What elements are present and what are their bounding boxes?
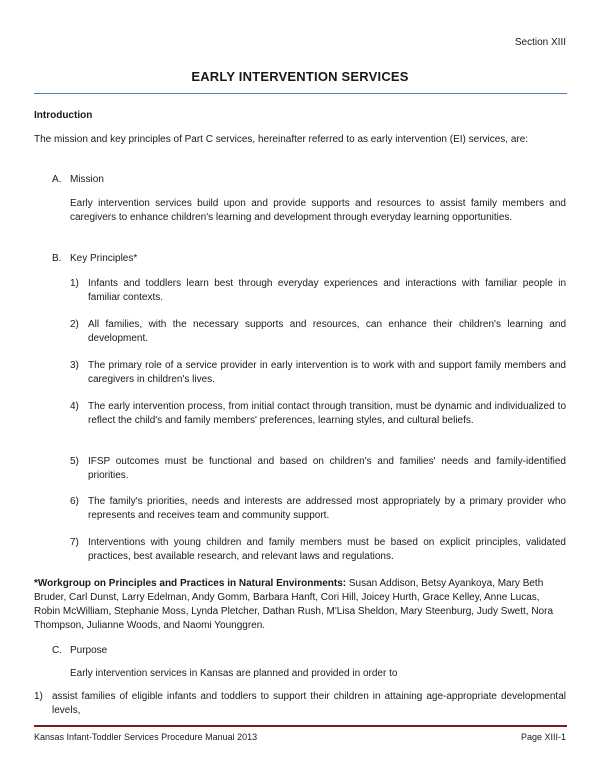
principle-text: IFSP outcomes must be functional and based on children's and families' needs and family-identified priorities.: [88, 456, 566, 481]
principle-text: The early intervention process, from initial contact through transition, must be dynamic and individualized to reflect the child's and family members' preferences, learning styles, and cultural beliefs.: [88, 401, 566, 426]
principle-number: 1): [70, 278, 79, 289]
footer-manual-title: Kansas Infant-Toddler Services Procedure Manual 2013: [34, 732, 258, 742]
purpose-label: Purpose: [70, 645, 108, 656]
principle-number: 2): [70, 319, 79, 330]
purpose-heading: [52, 644, 107, 658]
purpose-item-text: assist families of eligible infants and toddlers to support their children in attaining age-appropriate developmental levels,: [52, 691, 566, 716]
principle-number: 3): [70, 360, 79, 371]
principle-text: Interventions with young children and family members must be based on explicit principles, validated practices, best available research, and relevant laws and regulations.: [88, 537, 566, 562]
principle-number: 7): [70, 537, 79, 548]
introduction-heading: Introduction: [34, 110, 93, 121]
workgroup-names: Susan Addison, Betsy Ayankoya, Mary Beth Bruder, Carl Dunst, Larry Edelman, Andy Gomm, Barbara Hanft, Cori Hill, Joicey Hurth, Grace Kelley, Anne Lucas, Robin McWilliam, Stephanie Moss, Lynda Pletcher, Dathan Rush, M'Lisa Sheldon, Mary Steenburg, Judy Swett, Nora Thompson, Julianne Woods, and Naomi Younggren.: [34, 578, 554, 631]
mission-label: Mission: [70, 174, 104, 185]
page-title: EARLY INTERVENTION SERVICES: [191, 69, 409, 84]
principle-text: The primary role of a service provider in early intervention is to work with and support family members and caregivers in children's lives.: [88, 360, 566, 385]
mission-letter: A.: [52, 174, 62, 185]
workgroup-note: [34, 577, 566, 633]
section-label: Section XIII: [514, 37, 566, 48]
title-divider: [34, 93, 567, 94]
principle-text: The family's priorities, needs and interests are addressed most appropriately by a primary provider who represents and receives team and community support.: [88, 496, 566, 521]
purpose-number: 1): [34, 691, 43, 702]
principle-number: 5): [70, 456, 79, 467]
purpose-letter: C.: [52, 645, 62, 656]
mission-heading: [52, 173, 104, 187]
principle-text: Infants and toddlers learn best through everyday experiences and interactions with familiar people in familiar contexts.: [88, 278, 566, 303]
principle-number: 4): [70, 401, 79, 412]
introduction-text: The mission and key principles of Part C services, hereinafter referred to as early intervention (EI) services, are:: [34, 134, 529, 145]
key-principles-label: Key Principles*: [70, 253, 138, 264]
footer-page-number: Page XIII-1: [520, 732, 566, 742]
principle-number: 6): [70, 496, 79, 507]
workgroup-label: *Workgroup on Principles and Practices in Natural Environments:: [34, 578, 347, 589]
principle-text: All families, with the necessary supports and resources, can enhance their children's learning and development.: [88, 319, 566, 344]
footer-divider: [34, 725, 567, 727]
key-principles-letter: B.: [52, 253, 62, 264]
mission-text: Early intervention services build upon and provide supports and resources to assist family members and caregivers to enhance children's learning and development through everyday learning opportunities.: [70, 198, 566, 223]
purpose-text: Early intervention services in Kansas are planned and provided in order to: [70, 668, 398, 679]
key-principles-heading: [52, 252, 137, 266]
